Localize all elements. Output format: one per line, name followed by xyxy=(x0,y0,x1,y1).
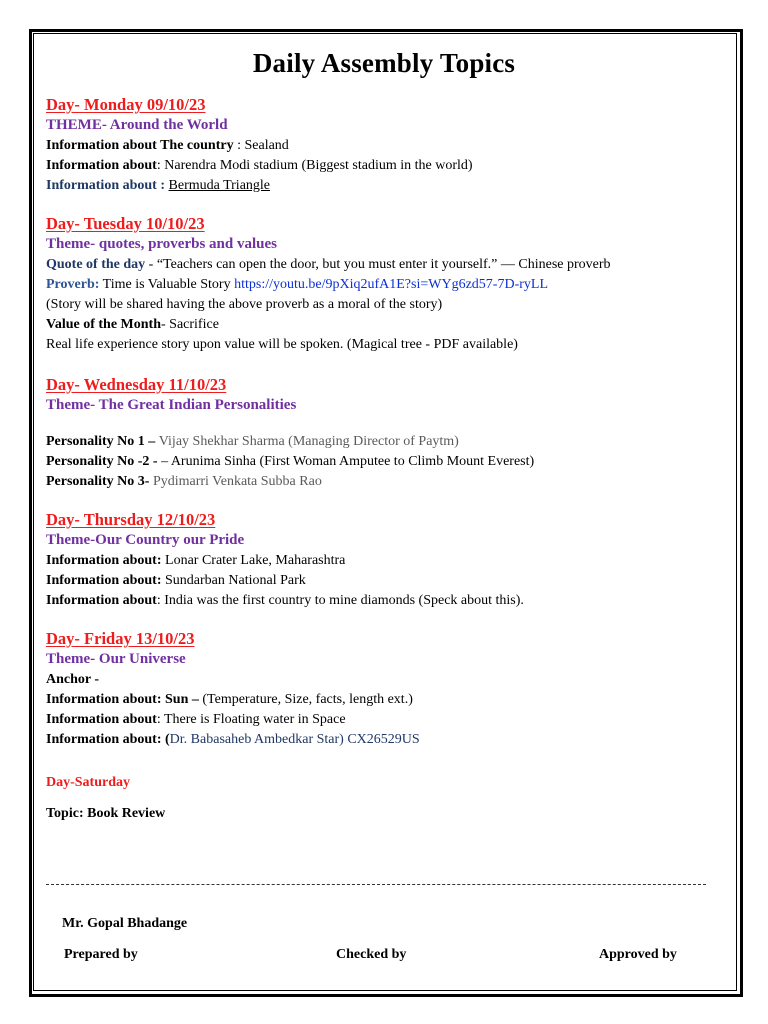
saturday-topic: Topic: Book Review xyxy=(46,806,166,821)
info-line xyxy=(46,176,726,196)
info-line xyxy=(46,571,726,591)
checked-by-label: Checked by xyxy=(336,947,407,962)
personality-name: Pydimarri Venkata Subba Rao xyxy=(149,474,322,489)
info-label: Information about xyxy=(46,712,157,727)
info-value: : India was the first country to mine diamonds (Speck about this). xyxy=(156,593,524,608)
personality-note: (Managing Director of Paytm) xyxy=(288,434,459,449)
info-line xyxy=(46,156,726,176)
thursday-section xyxy=(46,510,726,611)
proverb-line xyxy=(46,275,726,295)
value-label: Value of the Month xyxy=(46,317,161,332)
info-value: : There is Floating water in Space xyxy=(156,712,346,727)
info-line xyxy=(46,591,726,611)
story-line: Real life experience story upon value will be spoken. (Magical tree - PDF available) xyxy=(46,337,518,352)
theme-monday: THEME- Around the World xyxy=(46,117,228,133)
prepared-by-label: Prepared by xyxy=(64,947,138,962)
info-value: : Sealand xyxy=(233,138,289,153)
monday-section xyxy=(46,95,726,196)
personality-label: Personality No 1 – xyxy=(46,434,159,449)
info-label: Information about xyxy=(46,158,157,173)
quote-line xyxy=(46,255,726,275)
value-text: - Sacrifice xyxy=(161,317,219,332)
info-line xyxy=(46,730,726,750)
document-body xyxy=(46,95,726,824)
day-heading-thursday: Day- Thursday 12/10/23 xyxy=(46,510,216,529)
day-heading-friday: Day- Friday 13/10/23 xyxy=(46,629,195,648)
spacer xyxy=(46,416,726,432)
value-line xyxy=(46,315,726,335)
friday-section xyxy=(46,629,726,750)
day-heading-wednesday: Day- Wednesday 11/10/23 xyxy=(46,375,227,394)
theme-friday: Theme- Our Universe xyxy=(46,651,186,667)
tuesday-section xyxy=(46,214,726,355)
day-heading-monday: Day- Monday 09/10/23 xyxy=(46,95,206,114)
info-value: Sundarban National Park xyxy=(161,573,306,588)
personality-label: Personality No -2 - xyxy=(46,454,162,469)
info-label: Information about The country xyxy=(46,138,234,153)
theme-thursday: Theme-Our Country our Pride xyxy=(46,532,245,548)
preparer-name: Mr. Gopal Bhadange xyxy=(62,916,188,931)
personality-name: – Arunima Sinha (First Woman Amputee to Climb Mount Everest) xyxy=(161,454,535,469)
personality-line xyxy=(46,432,726,452)
page-title: Daily Assembly Topics xyxy=(252,48,516,78)
theme-wednesday: Theme- The Great Indian Personalities xyxy=(46,397,297,413)
info-value: : Narendra Modi stadium (Biggest stadium in the world) xyxy=(156,158,473,173)
anchor-line: Anchor - xyxy=(46,672,100,687)
info-label: Information about: xyxy=(46,553,162,568)
proverb-label: Proverb: xyxy=(46,277,100,292)
day-heading-tuesday: Day- Tuesday 10/10/23 xyxy=(46,214,205,233)
theme-tuesday: Theme- quotes, proverbs and values xyxy=(46,236,277,252)
info-label: Information about : xyxy=(46,178,169,193)
dashed-divider xyxy=(46,884,706,885)
info-line xyxy=(46,710,726,730)
story-note: (Story will be shared having the above proverb as a moral of the story) xyxy=(46,297,443,312)
info-line xyxy=(46,136,726,156)
saturday-section xyxy=(46,773,726,824)
personality-label: Personality No 3- xyxy=(46,474,150,489)
personality-line xyxy=(46,452,726,472)
info-label: Information about: xyxy=(46,573,162,588)
day-heading-saturday: Day-Saturday xyxy=(46,775,131,790)
info-value: Bermuda Triangle xyxy=(168,178,271,193)
quote-label: Quote of the day xyxy=(46,257,146,272)
approved-by-label: Approved by xyxy=(599,947,677,962)
info-value: (Temperature, Size, facts, length ext.) xyxy=(202,692,413,707)
info-label: Information about: Sun – xyxy=(46,692,203,707)
info-value: Dr. Babasaheb Ambedkar Star) CX26529US xyxy=(169,732,420,747)
proverb-text: Time is Valuable Story xyxy=(99,277,235,292)
proverb-link[interactable]: https://youtu.be/9pXiq2ufA1E?si=WYg6zd57-7D-ryLL xyxy=(234,277,548,292)
info-label: Information about: ( xyxy=(46,732,170,747)
wednesday-section xyxy=(46,375,726,492)
info-line xyxy=(46,551,726,571)
personality-line xyxy=(46,472,726,492)
info-line xyxy=(46,690,726,710)
personality-name: Vijay Shekhar Sharma xyxy=(158,434,289,449)
info-label: Information about xyxy=(46,593,157,608)
info-value: Lonar Crater Lake, Maharashtra xyxy=(161,553,346,568)
quote-text: - “Teachers can open the door, but you must enter it yourself.” — Chinese proverb xyxy=(145,257,611,272)
